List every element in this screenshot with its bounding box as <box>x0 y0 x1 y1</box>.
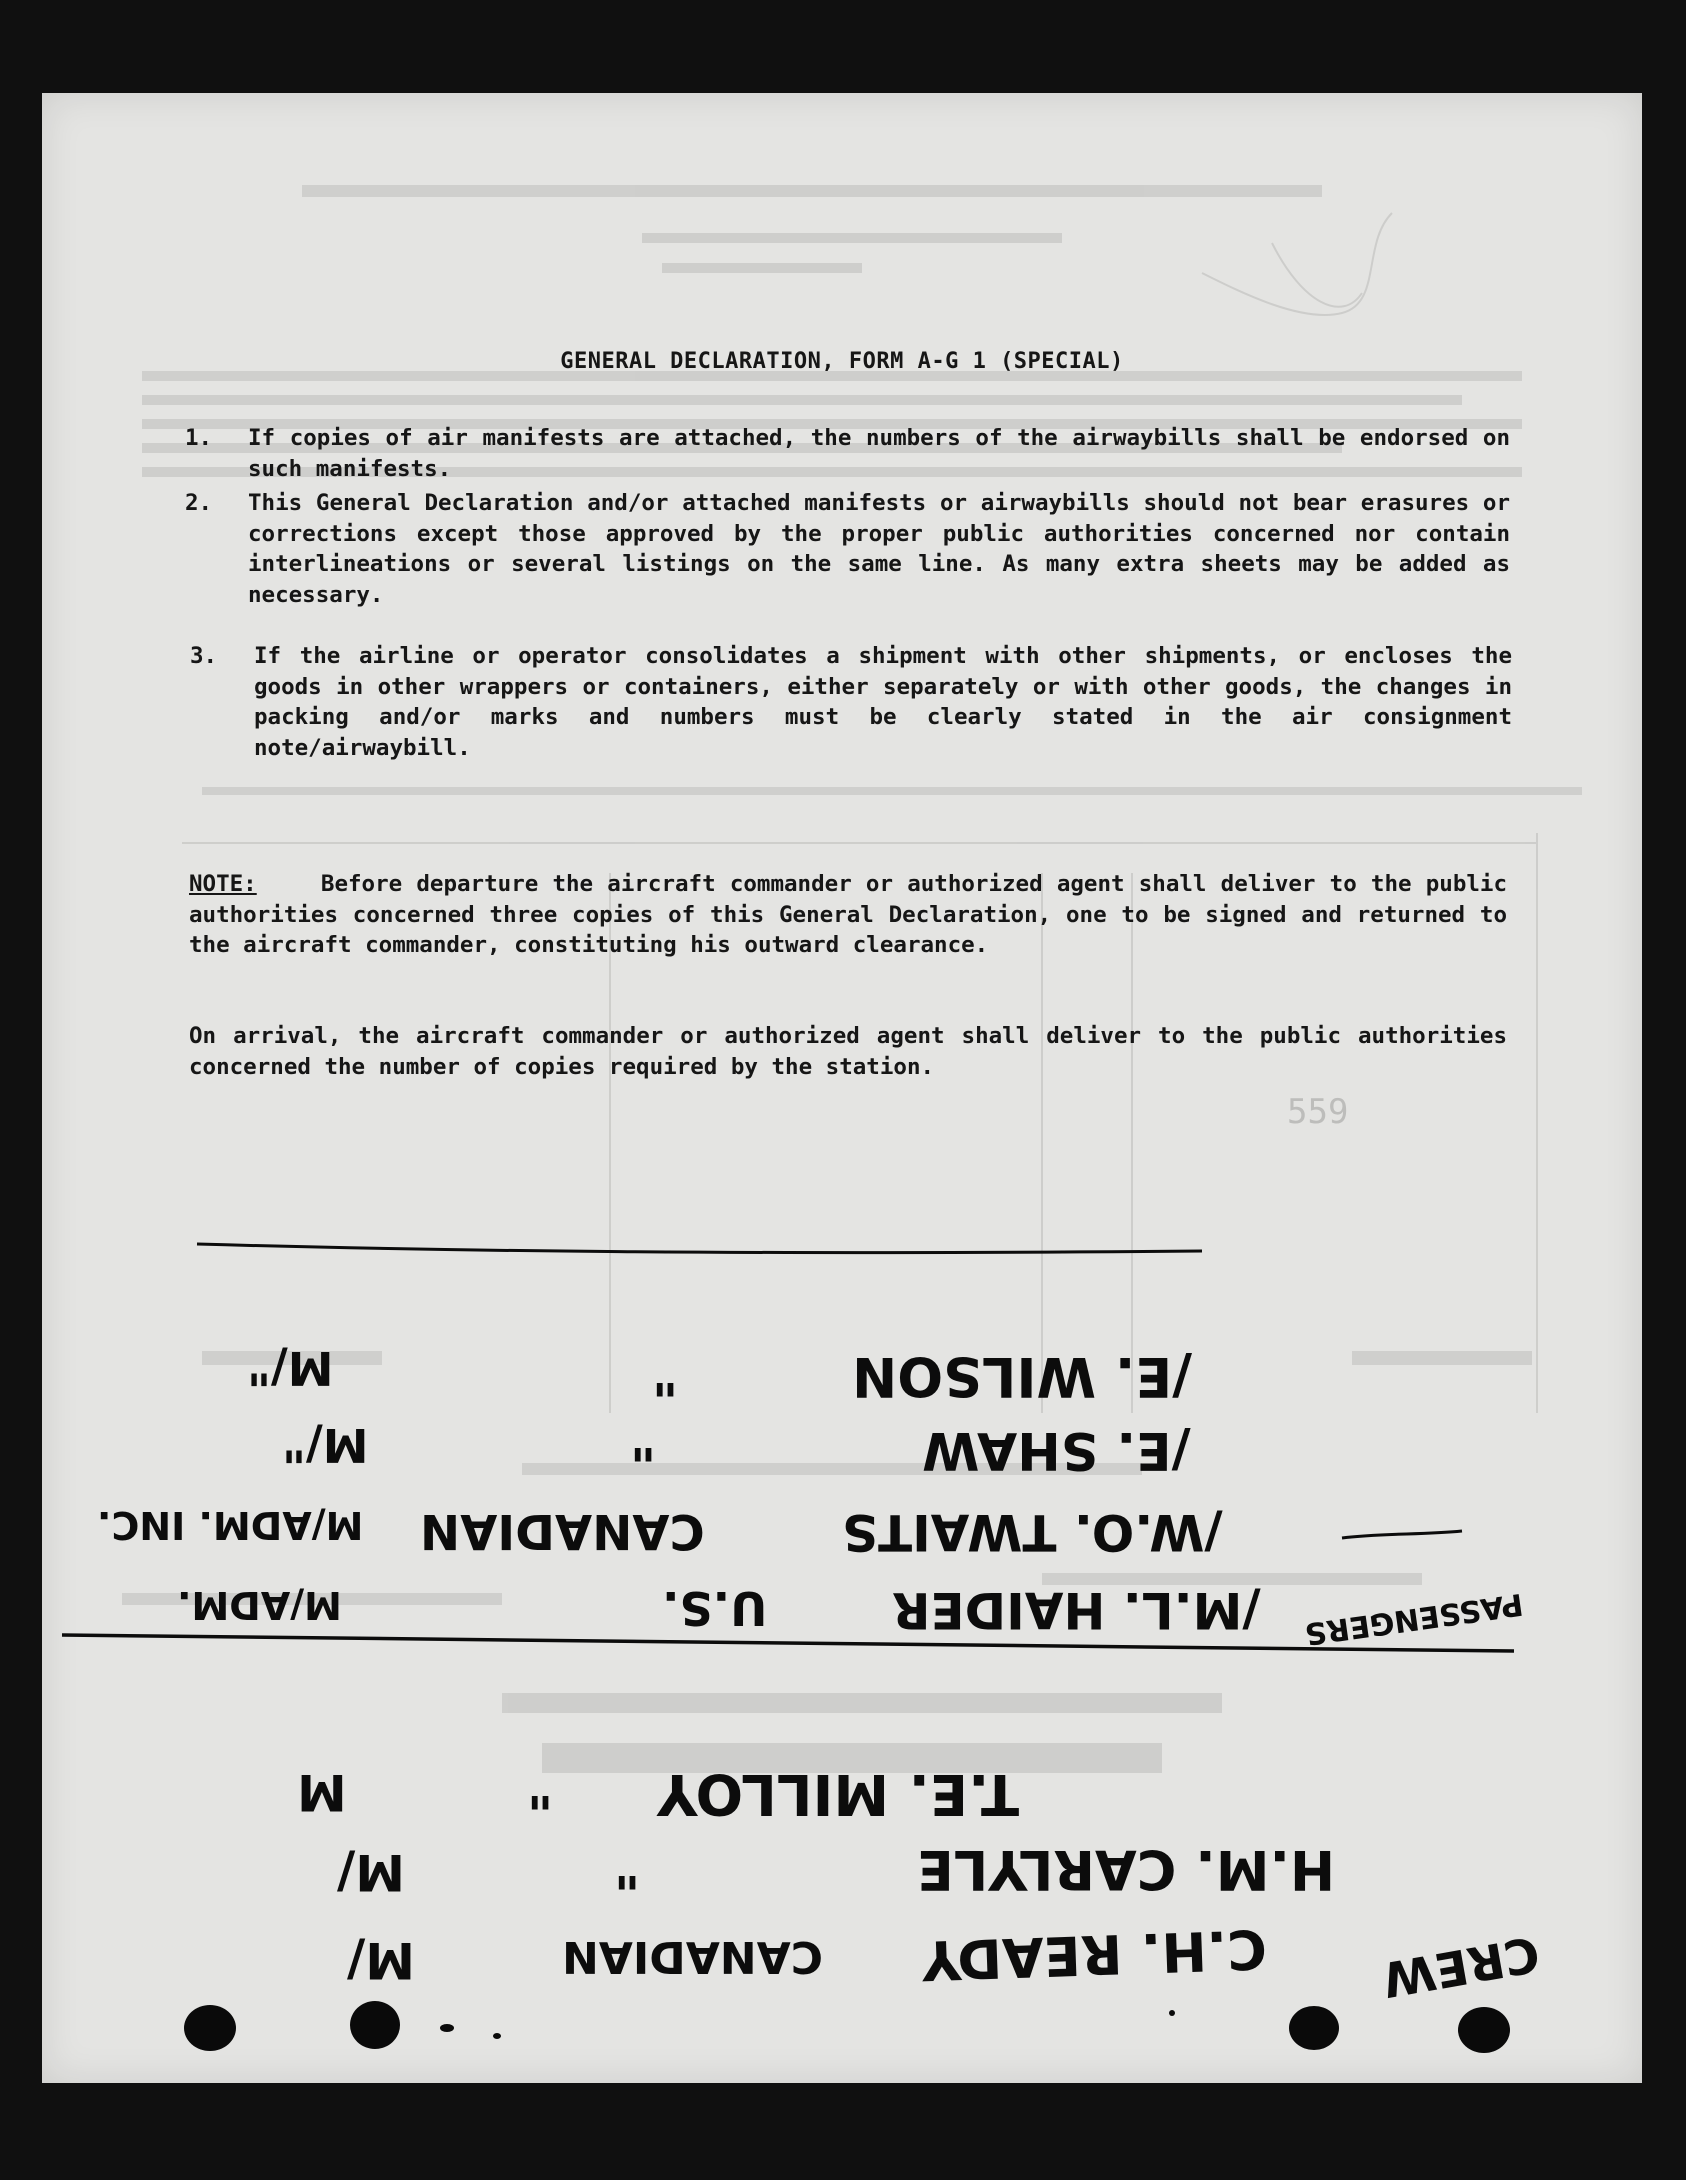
crew-name: T.E. MILLOY <box>657 1761 1020 1826</box>
passenger-sex: M/ADM. <box>177 1583 342 1627</box>
item-text: This General Declaration and/or attached manifests or airwaybills should not bear erasures or corrections except those approved by the proper public authorities concerned nor contain interlineations or several listings on the same line. As many extra sheets may be added as necessary. <box>248 490 1510 608</box>
crew-name: H.M. CARLYLE <box>917 1838 1336 1901</box>
item-number: 2. <box>185 490 213 516</box>
crew-nationality: CANADIAN <box>562 1931 823 1982</box>
crew-name: C.H. READY <box>921 1917 1268 1992</box>
item-text: If the airline or operator consolidates a shipment with other shipments, or encloses the goods in other wrappers or containers, either separately or with other goods, the changes in packing and/or marks and numbers must be clearly stated in the air consignment note/airwaybill. <box>254 643 1512 761</box>
passenger-nationality: " <box>652 1348 679 1406</box>
arrival-paragraph: On arrival, the aircraft commander or authorized agent shall deliver to the public authorities concerned the number of copies required by the station. <box>189 1023 1507 1080</box>
document-page <box>42 93 1642 2083</box>
passenger-name: /E. SHAW <box>922 1420 1191 1480</box>
item-text: If copies of air manifests are attached, the numbers of the airwaybills shall be endorsed on such manifests. <box>248 425 1510 482</box>
stamp-number: 559 <box>1287 1092 1349 1132</box>
passengers-label: PASSENGERS <box>1302 1585 1526 1652</box>
passenger-sex: M/" <box>282 1418 369 1472</box>
item-number: 1. <box>185 425 213 451</box>
passenger-sex: M/" <box>247 1341 334 1395</box>
item-number: 3. <box>190 643 218 669</box>
passenger-name: /E. WILSON <box>852 1345 1192 1408</box>
crew-nationality: " <box>527 1761 554 1819</box>
form-title: GENERAL DECLARATION, FORM A-G 1 (SPECIAL) <box>560 349 1124 374</box>
crew-nationality: " <box>614 1841 641 1899</box>
passenger-sex: M/ADM. INC. <box>97 1503 364 1547</box>
note-label: NOTE: <box>189 871 257 897</box>
passenger-name: /W.O. TWAITS <box>842 1503 1223 1561</box>
passenger-nationality: " <box>630 1413 657 1471</box>
crew-label: CREW <box>1378 1924 1544 2008</box>
passenger-name: /M.L. HAIDER <box>892 1581 1261 1639</box>
punch-holes <box>42 93 1642 2083</box>
crew-sex: M <box>297 1763 347 1821</box>
crew-sex: M/ <box>337 1843 406 1901</box>
passenger-nationality: U.S. <box>662 1581 768 1635</box>
crew-sex: M/ <box>347 1931 416 1989</box>
note-text: Before departure the aircraft commander or authorized agent shall deliver to the public authorities concerned three copies of this General Declaration, one to be signed and returned to the aircraft commander, constituting his outward clearance. <box>189 871 1508 958</box>
passenger-nationality: CANADIAN <box>420 1503 705 1559</box>
